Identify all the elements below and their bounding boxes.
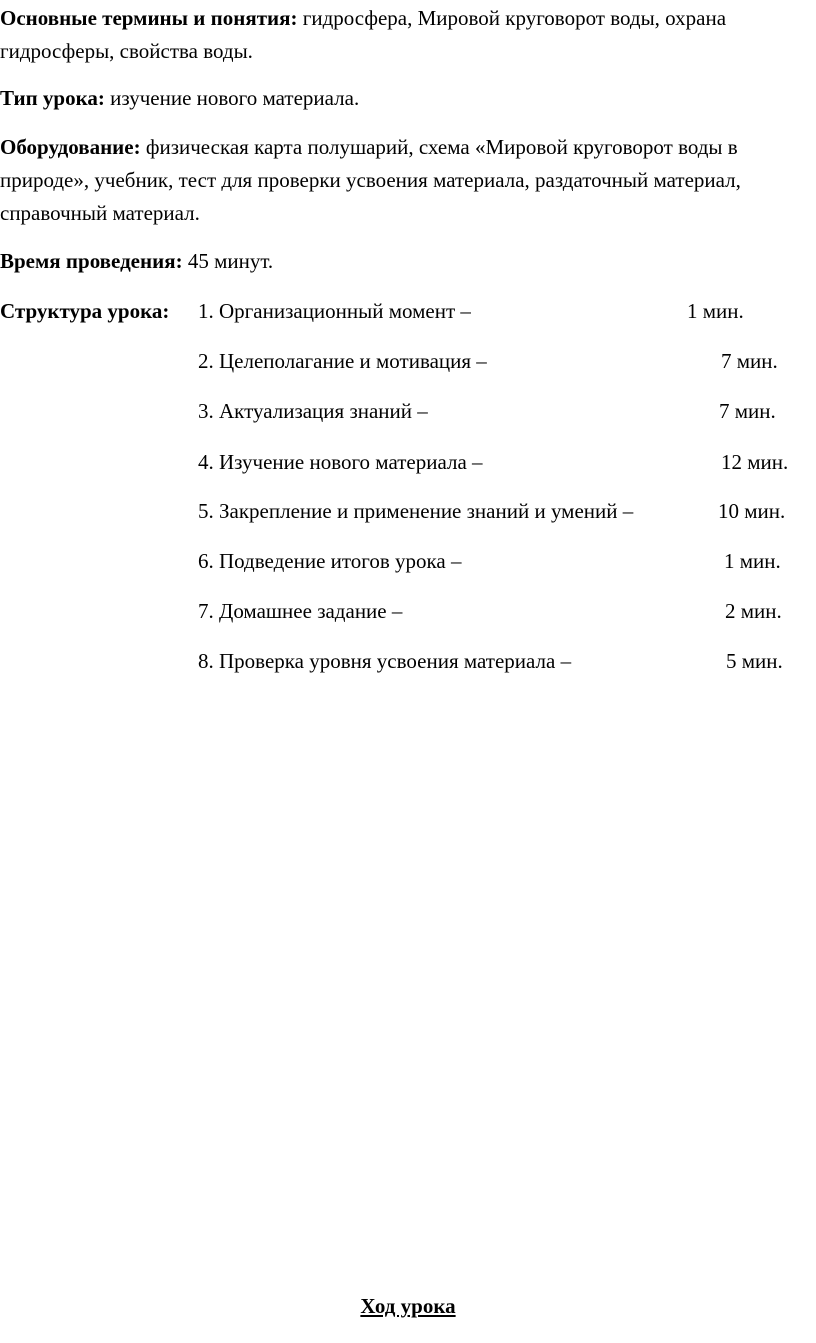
step-text: 6. Подведение итогов урока – — [198, 549, 462, 573]
step-time: 5 мин. — [726, 649, 783, 673]
step-text: 2. Целеполагание и мотивация – — [198, 349, 487, 373]
duration-value: 45 минут. — [182, 249, 274, 273]
structure-step — [198, 645, 816, 678]
step-time: 7 мин. — [719, 399, 776, 423]
step-time: 2 мин. — [725, 599, 782, 623]
step-text: 5. Закрепление и применение знаний и умений – — [198, 499, 634, 523]
structure-step — [198, 295, 816, 328]
lesson-type-value: изучение нового материала. — [104, 86, 360, 110]
equipment-paragraph — [0, 131, 800, 230]
terms-paragraph — [0, 2, 800, 68]
duration-paragraph — [0, 245, 800, 278]
step-time: 12 мин. — [721, 450, 789, 474]
structure-step — [198, 495, 816, 528]
step-time: 1 мин. — [724, 549, 781, 573]
step-text: 7. Домашнее задание – — [198, 599, 403, 623]
step-text: 4. Изучение нового материала – — [198, 450, 483, 474]
terms-label: Основные термины и понятия: — [0, 6, 298, 30]
lesson-type-label: Тип урока: — [0, 86, 105, 110]
step-text: 8. Проверка уровня усвоения материала – — [198, 649, 572, 673]
step-time: 10 мин. — [718, 499, 786, 523]
structure-label: Структура урока: — [0, 299, 170, 323]
duration-label: Время проведения: — [0, 249, 183, 273]
equipment-label: Оборудование: — [0, 135, 141, 159]
step-text: 1. Организационный момент – — [198, 299, 471, 323]
structure-step — [198, 595, 816, 628]
structure-step — [198, 446, 816, 479]
step-time: 7 мин. — [721, 349, 778, 373]
lesson-progress-heading: Ход урока — [360, 1294, 456, 1318]
structure-step — [198, 345, 816, 378]
step-text: 3. Актуализация знаний – — [198, 399, 428, 423]
structure-step — [198, 395, 816, 428]
lesson-type-paragraph — [0, 82, 800, 115]
step-time: 1 мин. — [687, 299, 744, 323]
equipment-value: физическая карта полушарий, схема «Мировой круговорот воды в природе», учебник, тест для проверки усвоения материала, раздаточный материал, справочный материал. — [0, 135, 741, 225]
terms-value: гидросфера, Мировой круговорот воды, охрана гидросферы, свойства воды. — [0, 6, 727, 63]
structure-step — [198, 545, 816, 578]
